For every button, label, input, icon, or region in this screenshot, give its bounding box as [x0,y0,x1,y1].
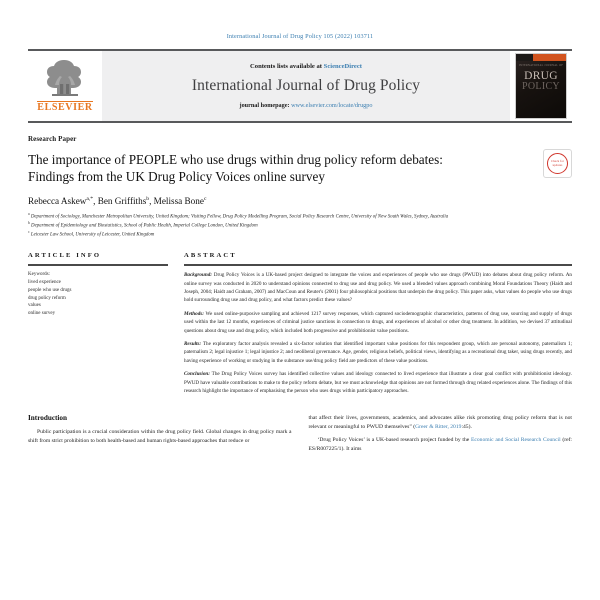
homepage-prefix: journal homepage: [239,102,290,109]
running-head: International Journal of Drug Policy 105 (2022) 103711 [226,33,374,40]
abstract-section-text: The exploratory factor analysis revealed a six-factor solution that identified important value positions for this respondent group, which are personal autonomy, paternalism 1; paternalism 2; legal injustice 1; legal injustice 2; and neoliberal governance. Age, gender, religious beliefs, political views, identifying as a recreational drug taker, using drugs recently, and having experience of working or studying in the substance use/drug policy field are predictors of these value positions. [184,341,572,364]
journal-cover-thumbnail [510,51,572,121]
affiliation-item [28,221,572,230]
author-entry[interactable] [28,196,93,206]
article-info-column [28,252,168,400]
abstract-rule [184,264,572,266]
article-header [28,135,572,239]
affiliation-mark: a [28,212,30,217]
body-paragraph: Public participation is a crucial consideration within the drug policy field. Global changes in drug policy mark a shift from strict prohibition to both health-based and human rights-based approaches that reduce or [28,428,292,445]
journal-title: International Journal of Drug Policy [191,77,421,94]
publisher-wordmark: ELSEVIER [37,101,93,113]
journal-homepage-link[interactable]: www.elsevier.com/locate/drugpo [291,102,373,109]
abstract-section-label: Background: [184,272,212,279]
article-info-heading: ARTICLE INFO [28,252,102,260]
cover-title-line1: DRUG [524,70,558,82]
abstract-heading: ABSTRACT [184,252,237,260]
page-title: The importance of PEOPLE who use drugs within drug policy reform debates: Findings from the UK Drug Policy Voices online survey [28,152,443,184]
affiliation-mark: b [28,221,30,226]
author-name: Ben Griffiths [97,196,147,207]
cover-tiny-text: INTERNATIONAL JOURNAL OF [518,64,564,67]
keyword-item: lived experience [28,280,61,286]
body-column-left [28,414,292,458]
publisher-logo [28,51,102,121]
affiliation-item [28,212,572,221]
elsevier-tree-icon [40,58,90,100]
body-paragraph-text: that affect their lives, governments, academics, and advocates alike risk promoting drug policy reform that is not relevant or meaningful to PWUD themselves” ( [308,414,572,431]
crossmark-badge[interactable] [543,149,572,178]
abstract-section-label: Results: [184,341,202,348]
abstract-section-text: Drug Policy Voices is a UK-based project designed to integrate the voices and experiences of people who use drugs (PWUD) into debates about drug policy reform. An online survey was conducted in 2020 to understand opinions connected to drug use and drug policy. We used a blended values approach combining Moral Foundations Theory (Haidt and Joseph, 2004; Haidt and Graham, 2007) and MacCoun and Reuter's (2001) four philosophical positions that underpin the drug policy. This paper asks, what values do people who use drugs hold surrounding drug use and drug policy, and what factors predict these values? [184,272,572,304]
affiliation-item [28,230,572,239]
author-name: Melissa Bone [153,196,204,207]
info-abstract-block [28,252,572,400]
body-paragraph-text: ‘Drug Policy Voices’ is a UK-based research project funded by the [317,436,471,443]
author-name: Rebecca Askew [28,196,87,207]
crossmark-icon: Check for updates [547,153,568,174]
body-column-right [309,414,573,458]
affiliation-text: Department of Epidemiology and Biostatistics, School of Public Health, Imperial College London, United Kingdom [31,223,258,229]
article-info-rule [28,264,168,266]
author-marks: a,* [86,196,94,203]
abstract-section-text: We used online-purposive sampling and achieved 1217 survey responses, which captured sociodemographic characteristics, patterns of drug use, sourcing and supply of drugs used within the last 12 months, experiences of criminal justice sanctions in connection to drugs, and experiences of alcohol or other drug treatment. In addition, we devised 37 attitudinal questions about drug use and drug policy, which included both progressive and prohibitionist value positions. [184,310,572,334]
journal-homepage-line [240,102,373,109]
abstract-section-label: Methods: [184,310,204,317]
abstract-section [184,340,572,365]
author-marks: b [146,196,150,203]
body-paragraph [309,414,573,433]
author-marks: c [203,196,207,203]
cover-image [515,53,567,119]
keywords-label: Keywords: [28,272,50,278]
affiliation-text: Department of Sociology, Manchester Metropolitan University, United Kingdom; Visiting Fellow, Drug Policy Modelling Program, Social Policy Research Centre, University of New South Wales, Sydney, Australia [30,214,449,220]
body-paragraph [309,436,573,455]
affiliation-list [28,212,572,239]
author-entry[interactable] [154,196,207,206]
keyword-item: online survey [28,311,56,317]
article-type-label: Research Paper [28,135,77,143]
masthead-center [102,51,510,121]
contents-lists-line [250,63,362,70]
keyword-item: people who use drugs [28,287,72,293]
abstract-column [184,252,572,400]
sciencedirect-link[interactable]: ScienceDirect [323,63,362,70]
funder-link[interactable]: Economic and Social Research Council [470,436,561,443]
contents-lists-prefix: Contents lists available at [250,63,322,70]
citation-link[interactable]: Greer & Ritter, 2019 [415,424,462,431]
affiliation-mark: c [28,230,30,235]
abstract-section-label: Conclusion: [184,371,210,378]
journal-masthead [28,49,572,123]
author-list: Rebecca Askew$^{a,*}$, Ben Griffiths$^b$, Melissa Bone$^c$ [28,196,207,207]
author-entry[interactable] [98,196,149,206]
introduction-heading: Introduction [28,413,68,422]
affiliation-text: Leicester Law School, University of Leicester, United Kingdom [30,232,155,238]
body-columns [28,414,572,458]
citation-tail: :45). [461,424,472,431]
keyword-item: values [28,303,41,309]
cover-title-line2: POLICY [522,81,560,92]
abstract-section-text: The Drug Policy Voices survey has identified collective values and ideology connected to lived experience that illustrate a clear goal conflict with prohibitionist ideology. PWUD have valuable contributions to make to the policy reform debate, but we must acknowledge that opinions are not formed through drug related experiences alone. The findings of this research highlight the importance of emphasising the person who uses drugs within participatory approaches. [184,371,572,394]
cover-top-band [516,54,566,61]
abstract-section [184,370,572,395]
funder-tail: (ref: ES/R007225/1). It aims [308,436,572,452]
keyword-item: drug policy reform [28,295,66,301]
abstract-section [184,310,572,335]
abstract-section [184,271,572,304]
